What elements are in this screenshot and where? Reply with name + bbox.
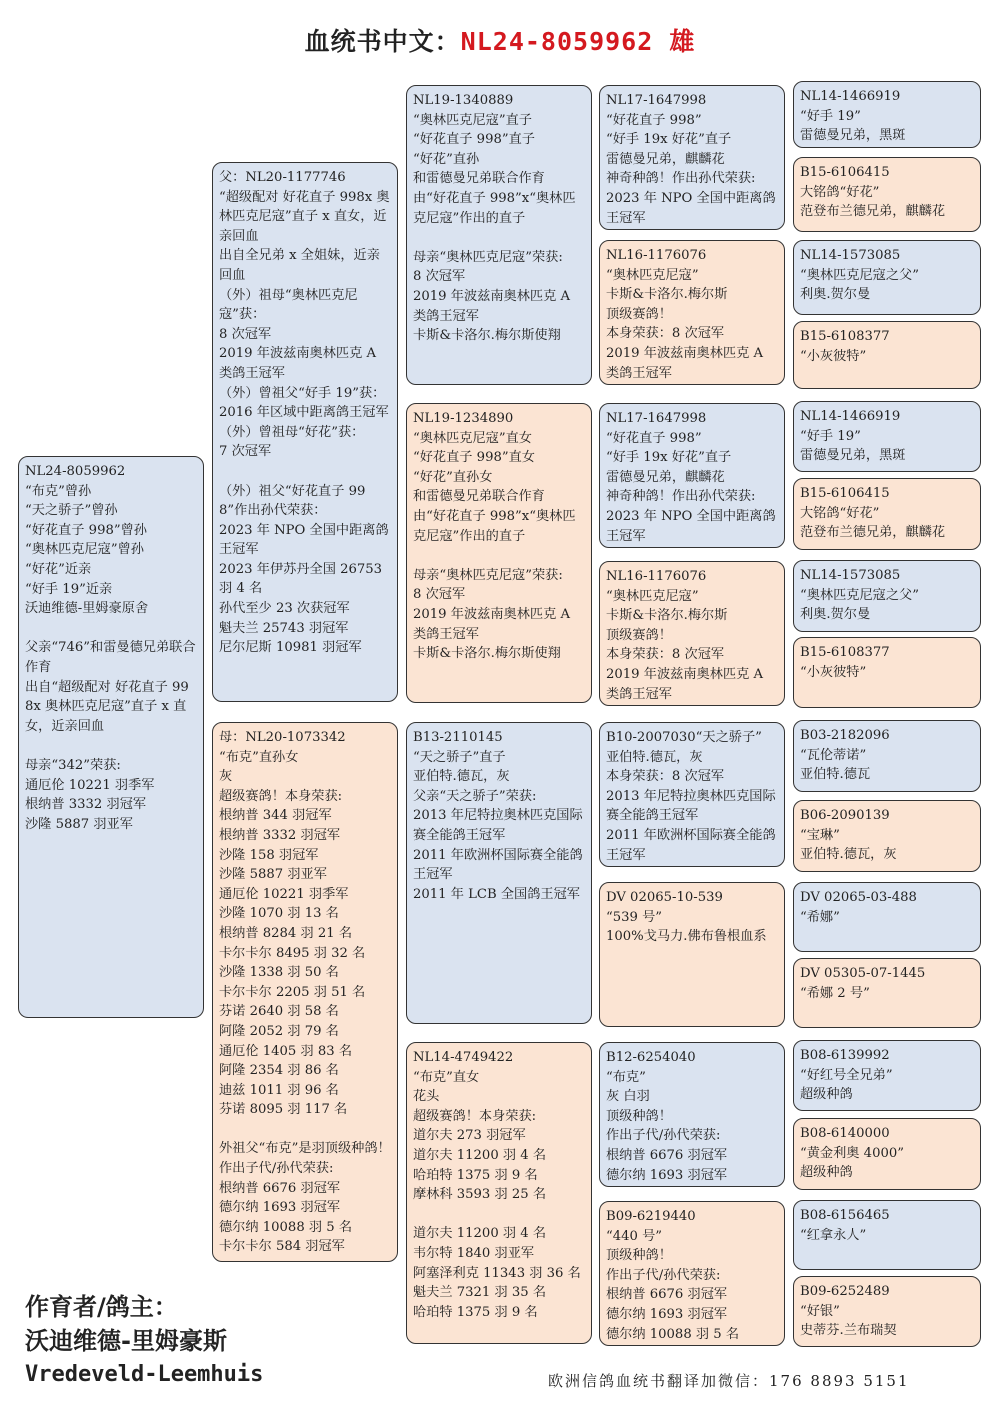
g4-box-2 xyxy=(793,157,981,232)
pedigree-line: “布克”直孙女 xyxy=(219,749,299,765)
pedigree-line xyxy=(413,1205,585,1225)
pedigree-line: 道尔夫 273 羽冠军 xyxy=(413,1128,526,1144)
pedigree-line: B06-2090139 xyxy=(800,808,890,823)
g4-box-15 xyxy=(793,1200,981,1270)
pedigree-line: “奥林匹克尼寇”曾孙 xyxy=(25,542,144,558)
pedigree-line: 本身荣获：8 次冠军 xyxy=(606,769,725,785)
pedigree-line: “539 号” xyxy=(606,909,663,925)
pedigree-line: “好花”直孙 xyxy=(413,151,480,167)
pedigree-line: “超级配对 好花直子 998x 奥林匹克尼寇”直子 x 直女，近亲回血 xyxy=(219,189,390,244)
pedigree-line: 卡尔卡尔 584 羽冠军 xyxy=(219,1239,345,1255)
pedigree-line: “好花”近亲 xyxy=(25,561,92,577)
pedigree-line: “布克”曾孙 xyxy=(25,483,92,499)
pedigree-line: 母亲“奥林匹克尼寇”荣获: xyxy=(413,249,563,265)
pedigree-line: 由“好花直子 998”x“奥林匹克尼寇”作出的直子 xyxy=(413,508,576,544)
pedigree-line: “好花”直孙女 xyxy=(413,469,493,485)
pedigree-line: 2011 年 LCB 全国鸽王冠军 xyxy=(413,886,580,902)
pedigree-line: “黄金利奥 4000” xyxy=(800,1145,904,1161)
pedigree-line: 母：NL20-1073342 xyxy=(219,730,346,745)
pedigree-line: 父亲“746”和雷曼德兄弟联合作育 xyxy=(25,640,196,675)
pedigree-line: “天之骄子”直子 xyxy=(413,749,506,765)
pedigree-line: NL19-1234890 xyxy=(413,411,514,426)
pedigree-line: B03-2182096 xyxy=(800,728,890,743)
pedigree-line: （外）祖母“奥林匹克尼寇”获： xyxy=(219,287,358,323)
pedigree-line: “好花直子 998”直女 xyxy=(413,450,535,466)
pedigree-line: 阿隆 2052 羽 79 名 xyxy=(219,1023,339,1039)
pedigree-line: 沙隆 5887 羽亚军 xyxy=(219,867,327,883)
dam-box xyxy=(212,722,398,1262)
footer-contact: 欧洲信鸽血统书翻译加微信：176 8893 5151 xyxy=(548,1372,910,1390)
ssd-box xyxy=(599,240,785,385)
dam-dam-box xyxy=(406,1042,592,1344)
pedigree-line: 由“好花直子 998”x“奥林匹克尼寇”作出的直子 xyxy=(413,190,576,226)
pedigree-line: 本身荣获：8 次冠军 xyxy=(606,326,725,342)
pedigree-line: NL24-8059962 xyxy=(25,464,126,479)
pedigree-line xyxy=(25,736,197,756)
pedigree-line: “奥林匹克尼寇”直子 xyxy=(413,112,532,128)
pedigree-line: 2011 年欧洲杯国际赛全能鸽王冠军 xyxy=(413,847,583,883)
pedigree-line: 2016 年区域中距离鸽王冠军 xyxy=(219,405,389,421)
pedigree-line: “好手 19x 好花”直子 xyxy=(606,132,732,148)
pedigree-line: B09-6219440 xyxy=(606,1209,696,1224)
pedigree-line: 顶级种鸽！ xyxy=(606,1248,672,1264)
pedigree-line: DV 05305-07-1445 xyxy=(800,966,926,981)
pedigree-line: 根纳普 344 羽冠军 xyxy=(219,808,332,824)
pedigree-line: （外）曾祖母“好花”获： xyxy=(219,424,365,440)
pedigree-line: “好花直子 998”曾孙 xyxy=(25,522,147,538)
pedigree-line: “好手 19” xyxy=(800,108,861,124)
pedigree-line: 父：NL20-1177746 xyxy=(219,170,346,185)
pedigree-line: 根纳普 6676 羽冠军 xyxy=(606,1147,728,1163)
pedigree-line: 2023 年 NPO 全国中距离鸽王冠军 xyxy=(219,522,389,558)
pedigree-line: 魁夫兰 25743 羽冠军 xyxy=(219,620,349,636)
pedigree-line: 雷德曼兄弟，麒麟花 xyxy=(606,469,725,485)
sds-box xyxy=(599,403,785,548)
g4-box-1 xyxy=(793,81,981,148)
pedigree-line: “小灰彼特” xyxy=(800,664,867,680)
pedigree-line: “奥林匹克尼寇” xyxy=(606,588,699,604)
pedigree-line: 芬诺 2640 羽 58 名 xyxy=(219,1004,339,1020)
pedigree-line: 根纳普 6676 羽冠军 xyxy=(606,1287,728,1303)
pedigree-line: 顶级赛鸽！ xyxy=(606,306,672,322)
pedigree-line: 利奥.贺尔曼 xyxy=(800,607,871,623)
pedigree-line: 超级赛鸽！本身荣获: xyxy=(219,788,343,804)
pedigree-line: 8 次冠军 xyxy=(413,587,466,603)
dam-sire-box xyxy=(406,722,592,1024)
g4-box-4 xyxy=(793,321,981,389)
pedigree-line: 范登布兰德兄弟，麒麟花 xyxy=(800,525,946,541)
pedigree-line: 父亲“天之骄子”荣获: xyxy=(413,788,537,804)
pedigree-line: 母亲“奥林匹克尼寇”荣获: xyxy=(413,567,563,583)
pedigree-line: 超级赛鸽！本身荣获: xyxy=(413,1108,537,1124)
pedigree-line: 顶级赛鸽！ xyxy=(606,627,672,643)
pedigree-line: 作出子代/孙代荣获: xyxy=(606,1128,721,1144)
pedigree-line xyxy=(413,546,585,566)
pedigree-line: “440 号” xyxy=(606,1228,663,1244)
pedigree-line: 德尔纳 1693 羽冠军 xyxy=(606,1306,728,1322)
pedigree-line: “好花直子 998” xyxy=(606,430,702,446)
pedigree-line: 外祖父“布克”是羽顶级种鸽！作出子代/孙代荣获: xyxy=(219,1141,391,1177)
pedigree-line: 雷德曼兄弟，麒麟花 xyxy=(606,151,725,167)
pedigree-line: NL16-1176076 xyxy=(606,569,707,584)
pedigree-line: 灰 白羽 xyxy=(606,1089,650,1105)
pedigree-line: 和雷德曼兄弟联合作育 xyxy=(413,171,545,187)
pedigree-line: 德尔纳 1693 羽冠军 xyxy=(219,1200,341,1216)
pedigree-line: “好花直子 998” xyxy=(606,112,702,128)
pedigree-line: “好花直子 998”直子 xyxy=(413,132,535,148)
pedigree-line xyxy=(219,462,391,482)
g4-box-11 xyxy=(793,882,981,952)
pedigree-line: 雷德曼兄弟，黑斑 xyxy=(800,448,906,464)
pedigree-line: 根纳普 3332 羽冠军 xyxy=(219,827,341,843)
pedigree-line: B13-2110145 xyxy=(413,730,503,745)
pedigree-line: 2013 年尼特拉奥林匹克国际赛全能鸽王冠军 xyxy=(606,788,776,824)
pedigree-line: 出自全兄弟 x 全姐妹，近亲回血 xyxy=(219,248,380,283)
pedigree-line: NL14-1466919 xyxy=(800,409,901,424)
g4-box-7 xyxy=(793,560,981,632)
g4-box-3 xyxy=(793,240,981,315)
pedigree-line: 2023 年 NPO 全国中距离鸽王冠军 xyxy=(606,508,776,544)
breeder-label: 作育者/鸽主： xyxy=(25,1293,178,1321)
pedigree-line: 道尔夫 11200 羽 4 名 xyxy=(413,1226,547,1242)
pedigree-line: “红拿永人” xyxy=(800,1227,867,1243)
pedigree-line: “好手 19”近亲 xyxy=(25,581,113,597)
pedigree-line: B09-6252489 xyxy=(800,1284,890,1299)
page-title xyxy=(0,22,1000,58)
pedigree-line: “奥林匹克尼寇之父” xyxy=(800,267,919,283)
pedigree-line: 德尔纳 10088 羽 5 名 xyxy=(606,1326,740,1342)
pedigree-line: NL19-1340889 xyxy=(413,93,514,108)
pedigree-line: （外）曾祖父“好手 19”获： xyxy=(219,385,386,401)
pedigree-line: 通厄伦 1405 羽 83 名 xyxy=(219,1043,353,1059)
pedigree-line xyxy=(413,228,585,248)
pedigree-line: NL17-1647998 xyxy=(606,411,707,426)
subject-box xyxy=(18,456,204,1018)
pedigree-line: B15-6108377 xyxy=(800,645,890,660)
pedigree-line: “好红号全兄弟” xyxy=(800,1067,893,1083)
pedigree-line: 迪兹 1011 羽 96 名 xyxy=(219,1082,339,1098)
pedigree-line: 利奥.贺尔曼 xyxy=(800,287,871,303)
pedigree-line: 亚伯特.德瓦 xyxy=(800,767,871,783)
sdd-box xyxy=(599,561,785,706)
pedigree-line: NL17-1647998 xyxy=(606,93,707,108)
pedigree-line: 本身荣获：8 次冠军 xyxy=(606,647,725,663)
pedigree-line xyxy=(25,619,197,639)
pedigree-line: 超级种鸽 xyxy=(800,1087,853,1103)
pedigree-line: 沙隆 158 羽冠军 xyxy=(219,847,319,863)
pedigree-line: 摩林科 3593 羽 25 名 xyxy=(413,1187,547,1203)
pedigree-line: NL14-1573085 xyxy=(800,248,901,263)
pedigree-line: B15-6106415 xyxy=(800,165,890,180)
pedigree-line: “好银” xyxy=(800,1303,840,1319)
pedigree-line: 2023 年 NPO 全国中距离鸽王冠军 xyxy=(606,190,776,226)
pedigree-line: 沃迪维德-里姆豪原舍 xyxy=(25,601,149,617)
pedigree-line: 亚伯特.德瓦，灰 xyxy=(413,769,510,785)
pedigree-line: DV 02065-10-539 xyxy=(606,890,723,905)
g4-box-10 xyxy=(793,800,981,872)
title-label: 血统书中文： xyxy=(304,27,461,56)
pedigree-line: B12-6254040 xyxy=(606,1050,696,1065)
dds-box xyxy=(599,1042,785,1187)
pedigree-line: B08-6156465 xyxy=(800,1208,890,1223)
pedigree-line: “好手 19” xyxy=(800,428,861,444)
pedigree-line: 卡斯&卡洛尔.梅尔斯使翔 xyxy=(413,646,561,662)
pedigree-line: 阿隆 2354 羽 86 名 xyxy=(219,1063,339,1079)
pedigree-line: B10-2007030“天之骄子” xyxy=(606,730,762,745)
pedigree-line: B08-6139992 xyxy=(800,1048,890,1063)
pedigree-line: 亚伯特.德瓦，灰 xyxy=(606,749,703,765)
pedigree-line xyxy=(219,1120,391,1140)
pedigree-line: B15-6106415 xyxy=(800,486,890,501)
pedigree-line: 作出子代/孙代荣获: xyxy=(606,1267,721,1283)
pedigree-line: 8 次冠军 xyxy=(219,326,272,342)
pedigree-line: 8 次冠军 xyxy=(413,269,466,285)
pedigree-line: NL14-4749422 xyxy=(413,1050,514,1065)
pedigree-line: DV 02065-03-488 xyxy=(800,890,917,905)
pedigree-line: B15-6108377 xyxy=(800,329,890,344)
title-ring-number: NL24-8059962 雄 xyxy=(460,27,696,56)
pedigree-line: 通厄伦 10221 羽季军 xyxy=(219,886,349,902)
pedigree-line: 大铭鸽“好花” xyxy=(800,184,880,200)
pedigree-line: 卡斯&卡洛尔.梅尔斯 xyxy=(606,287,728,303)
pedigree-line: 根纳普 3332 羽冠军 xyxy=(25,797,147,813)
pedigree-line: 神奇种鸽！作出孙代荣获: xyxy=(606,489,756,505)
pedigree-line: 2019 年波兹南奥林匹克 A 类鸽王冠军 xyxy=(413,606,575,642)
pedigree-line: “奥林匹克尼寇”直女 xyxy=(413,430,532,446)
pedigree-line: 魁夫兰 7321 羽 35 名 xyxy=(413,1285,547,1301)
pedigree-line: 哈珀特 1375 羽 9 名 xyxy=(413,1304,538,1320)
pedigree-line: “小灰彼特” xyxy=(800,348,867,364)
pedigree-line: 顶级种鸽！ xyxy=(606,1108,672,1124)
pedigree-line: 母亲“342”荣获: xyxy=(25,757,121,773)
pedigree-line: 出自“超级配对 好花直子 998x 奥林匹克尼寇”直子 x 直女，近亲回血 xyxy=(25,679,189,734)
pedigree-line: 沙隆 5887 羽亚军 xyxy=(25,816,133,832)
pedigree-line: “宝琳” xyxy=(800,827,840,843)
sire-sire-box xyxy=(406,85,592,385)
pedigree-line: 和雷德曼兄弟联合作育 xyxy=(413,489,545,505)
pedigree-line: “天之骄子”曾孙 xyxy=(25,503,118,519)
pedigree-line: 史蒂芬.兰布瑞契 xyxy=(800,1323,897,1339)
pedigree-line: 2019 年波兹南奥林匹克 A 类鸽王冠军 xyxy=(413,288,575,324)
pedigree-line: NL14-1466919 xyxy=(800,89,901,104)
pedigree-line: 2019 年波兹南奥林匹克 A 类鸽王冠军 xyxy=(606,345,768,381)
pedigree-line: 芬诺 8095 羽 117 名 xyxy=(219,1102,348,1118)
pedigree-line: 德尔纳 10088 羽 5 名 xyxy=(219,1219,353,1235)
pedigree-line: 超级种鸽 xyxy=(800,1165,853,1181)
pedigree-line: 2019 年波兹南奥林匹克 A 类鸽王冠军 xyxy=(606,666,768,702)
g4-box-5 xyxy=(793,401,981,472)
pedigree-line: 灰 xyxy=(219,769,233,785)
pedigree-line: 神奇种鸽！作出孙代荣获: xyxy=(606,171,756,187)
pedigree-line: 阿塞泽利克 11343 羽 36 名 xyxy=(413,1265,581,1281)
pedigree-line: 2019 年波兹南奥林匹克 A 类鸽王冠军 xyxy=(219,346,381,381)
pedigree-line: 通厄伦 10221 羽季军 xyxy=(25,777,155,793)
pedigree-line: 大铭鸽“好花” xyxy=(800,505,880,521)
pedigree-line: 根纳普 6676 羽冠军 xyxy=(219,1180,341,1196)
breeder-name-cn: 沃迪维德-里姆豪斯 xyxy=(25,1327,227,1355)
breeder-name-en: Vredeveld-Leemhuis xyxy=(25,1362,264,1387)
g4-box-12 xyxy=(793,958,981,1028)
pedigree-line: （外）祖父“好花直子 998”作出孙代荣获： xyxy=(219,483,366,519)
pedigree-line: 卡尔卡尔 8495 羽 32 名 xyxy=(219,945,366,961)
ddd-box xyxy=(599,1201,785,1346)
pedigree-line: 道尔夫 11200 羽 4 名 xyxy=(413,1147,547,1163)
pedigree-line: 德尔纳 1693 羽冠军 xyxy=(606,1167,728,1183)
sire-box xyxy=(212,162,398,702)
pedigree-line: 100%戈马力.佛布鲁根血系 xyxy=(606,929,767,945)
pedigree-line: “希娜” xyxy=(800,909,840,925)
dss-box xyxy=(599,722,785,867)
pedigree-line: 亚伯特.德瓦，灰 xyxy=(800,847,897,863)
pedigree-line: “布克” xyxy=(606,1069,646,1085)
pedigree-line: 孙代至少 23 次获冠军 xyxy=(219,601,350,617)
pedigree-line: 2011 年欧洲杯国际赛全能鸽王冠军 xyxy=(606,827,776,863)
pedigree-line: 尼尔尼斯 10981 羽冠军 xyxy=(219,640,362,656)
sire-dam-box xyxy=(406,403,592,703)
pedigree-line: 卡尔卡尔 2205 羽 51 名 xyxy=(219,984,366,1000)
g4-box-6 xyxy=(793,478,981,550)
pedigree-line: “好手 19x 好花”直子 xyxy=(606,450,732,466)
pedigree-line: 哈珀特 1375 羽 9 名 xyxy=(413,1167,538,1183)
pedigree-line: 2023 年伊苏丹全国 26753 羽 4 名 xyxy=(219,561,387,597)
pedigree-line: 花头 xyxy=(413,1089,440,1105)
pedigree-line: 卡斯&卡洛尔.梅尔斯使翔 xyxy=(413,328,561,344)
sss-box xyxy=(599,85,785,230)
pedigree-line: 范登布兰德兄弟，麒麟花 xyxy=(800,204,946,220)
pedigree-line: “布克”直女 xyxy=(413,1069,480,1085)
breeder-block xyxy=(25,1290,263,1392)
pedigree-line: “奥林匹克尼寇” xyxy=(606,267,699,283)
pedigree-line: 沙隆 1338 羽 50 名 xyxy=(219,965,339,981)
pedigree-line: NL16-1176076 xyxy=(606,248,707,263)
g4-box-9 xyxy=(793,720,981,792)
pedigree-line: 韦尔特 1840 羽亚军 xyxy=(413,1245,535,1261)
pedigree-line: B08-6140000 xyxy=(800,1126,890,1141)
pedigree-line: 卡斯&卡洛尔.梅尔斯 xyxy=(606,608,728,624)
pedigree-line: 雷德曼兄弟，黑斑 xyxy=(800,128,906,144)
g4-box-16 xyxy=(793,1276,981,1347)
pedigree-line: 沙隆 1070 羽 13 名 xyxy=(219,906,339,922)
g4-box-13 xyxy=(793,1040,981,1111)
pedigree-line: 根纳普 8284 羽 21 名 xyxy=(219,925,353,941)
g4-box-14 xyxy=(793,1118,981,1190)
pedigree-line: 7 次冠军 xyxy=(219,444,272,460)
pedigree-line: “希娜 2 号” xyxy=(800,985,870,1001)
g4-box-8 xyxy=(793,637,981,708)
pedigree-line: 2013 年尼特拉奥林匹克国际赛全能鸽王冠军 xyxy=(413,808,583,843)
pedigree-line: “奥林匹克尼寇之父” xyxy=(800,587,919,603)
dsd-box xyxy=(599,882,785,1027)
pedigree-line: “瓦伦蒂诺” xyxy=(800,747,867,763)
pedigree-line: NL14-1573085 xyxy=(800,568,901,583)
